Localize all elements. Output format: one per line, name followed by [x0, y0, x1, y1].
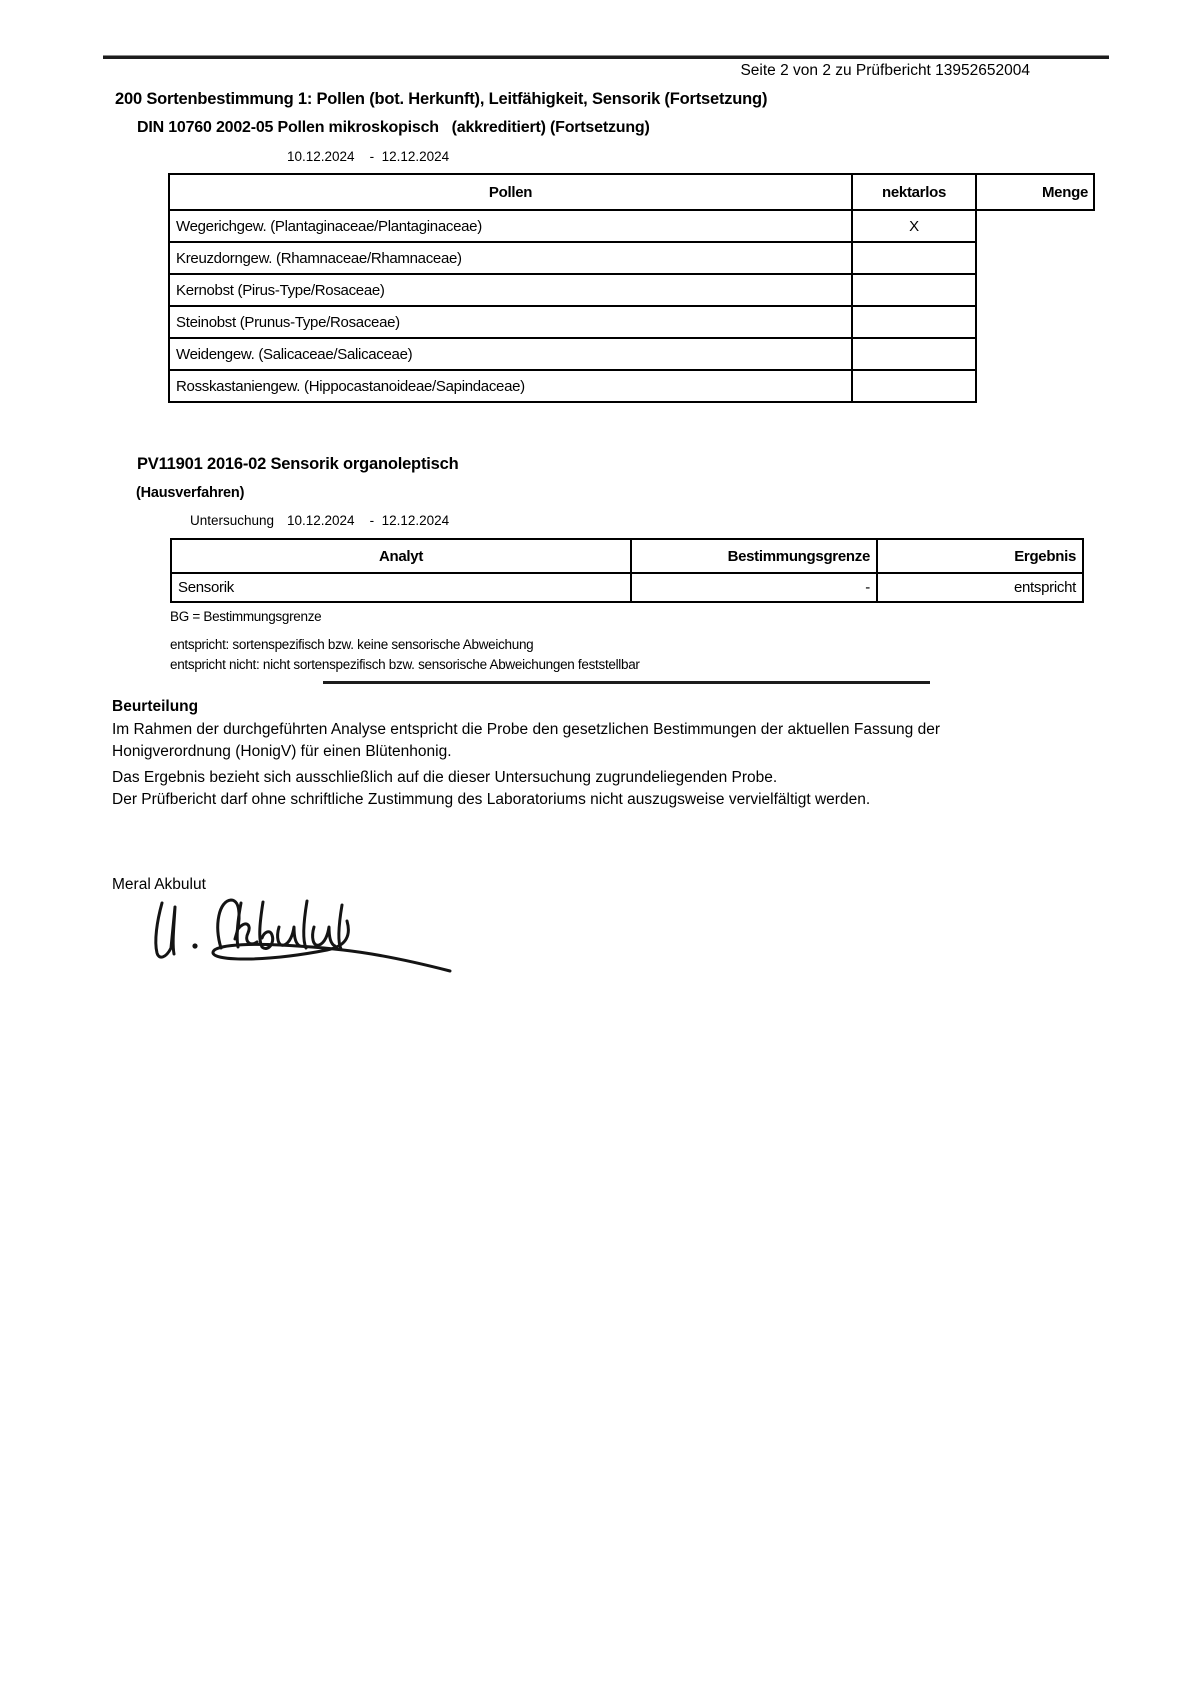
section2-subtitle: (Hausverfahren) — [136, 485, 245, 501]
pollen-name-cell: Steinobst (Prunus-Type/Rosaceae) — [169, 306, 852, 338]
signature-image — [135, 891, 465, 981]
footnote-bg: BG = Bestimmungsgrenze — [170, 609, 322, 624]
pollen-table — [168, 173, 1095, 403]
footnote-entspricht-nicht: entspricht nicht: nicht sortenspezifisch bzw. sensorische Abweichungen feststellbar — [170, 657, 640, 672]
bestimmungsgrenze-cell: - — [631, 573, 877, 602]
sensory-table-header-row — [171, 539, 1083, 573]
exam-label: Untersuchung — [190, 513, 275, 528]
menge-cell — [976, 242, 1094, 274]
nektarlos-cell — [852, 242, 976, 274]
column-header-nektarlos: nektarlos — [852, 174, 976, 210]
nektarlos-cell: X — [852, 210, 976, 242]
column-header-pollen: Pollen — [169, 174, 852, 210]
assessment-paragraph-1: Im Rahmen der durchgeführten Analyse entspricht die Probe den gesetzlichen Bestimmungen der aktuellen Fassung der Honigverordnung (HonigV) für einen Blütenhonig. — [112, 721, 941, 760]
assessment-paragraph-2: Das Ergebnis bezieht sich ausschließlich auf die dieser Untersuchung zugrundeliegenden Probe. — [112, 769, 778, 786]
nektarlos-cell — [852, 338, 976, 370]
menge-cell — [976, 274, 1094, 306]
pollen-name-cell: Wegerichgew. (Plantaginaceae/Plantaginaceae) — [169, 210, 852, 242]
analyt-cell: Sensorik — [171, 573, 631, 602]
sensory-table — [170, 538, 1084, 603]
footnote-entspricht: entspricht: sortenspezifisch bzw. keine sensorische Abweichung — [170, 637, 534, 652]
nektarlos-cell — [852, 306, 976, 338]
assessment-paragraph-3: Der Prüfbericht darf ohne schriftliche Zustimmung des Laboratoriums nicht auszugsweise vervielfältigt werden. — [112, 791, 871, 808]
column-header-bestimmungsgrenze: Bestimmungsgrenze — [631, 539, 877, 573]
column-header-analyt: Analyt — [171, 539, 631, 573]
column-header-menge: Menge — [976, 174, 1094, 210]
section1-date-range: 10.12.2024 - 12.12.2024 — [287, 149, 450, 164]
pollen-name-cell: Kreuzdorngew. (Rhamnaceae/Rhamnaceae) — [169, 242, 852, 274]
ergebnis-cell: entspricht — [877, 573, 1083, 602]
table-row — [169, 338, 1094, 370]
table-row — [169, 242, 1094, 274]
section1-title: 200 Sortenbestimmung 1: Pollen (bot. Herkunft), Leitfähigkeit, Sensorik (Fortsetzung) — [115, 90, 768, 108]
table-row — [169, 274, 1094, 306]
nektarlos-cell — [852, 370, 976, 402]
column-header-ergebnis: Ergebnis — [877, 539, 1083, 573]
top-rule — [103, 56, 1109, 59]
pollen-name-cell: Rosskastaniengew. (Hippocastanoideae/Sapindaceae) — [169, 370, 852, 402]
table-row — [169, 210, 1094, 242]
nektarlos-cell — [852, 274, 976, 306]
menge-cell — [976, 338, 1094, 370]
pollen-table-header-row — [169, 174, 1094, 210]
menge-cell — [976, 306, 1094, 338]
section1-method: DIN 10760 2002-05 Pollen mikroskopisch (akkreditiert) (Fortsetzung) — [137, 119, 650, 136]
menge-cell — [976, 370, 1094, 402]
menge-cell — [976, 210, 1094, 242]
pollen-name-cell: Kernobst (Pirus-Type/Rosaceae) — [169, 274, 852, 306]
section2-title: PV11901 2016-02 Sensorik organoleptisch — [137, 455, 459, 473]
table-row — [169, 306, 1094, 338]
signer-name: Meral Akbulut — [112, 876, 206, 893]
table-row — [169, 370, 1094, 402]
page-header-info: Seite 2 von 2 zu Prüfbericht 13952652004 — [740, 62, 1030, 79]
table-row — [171, 573, 1083, 602]
assessment-title: Beurteilung — [112, 698, 199, 715]
pollen-name-cell: Weidengew. (Salicaceae/Salicaceae) — [169, 338, 852, 370]
section2-date-range: 10.12.2024 - 12.12.2024 — [287, 513, 450, 528]
divider-line — [323, 681, 930, 684]
